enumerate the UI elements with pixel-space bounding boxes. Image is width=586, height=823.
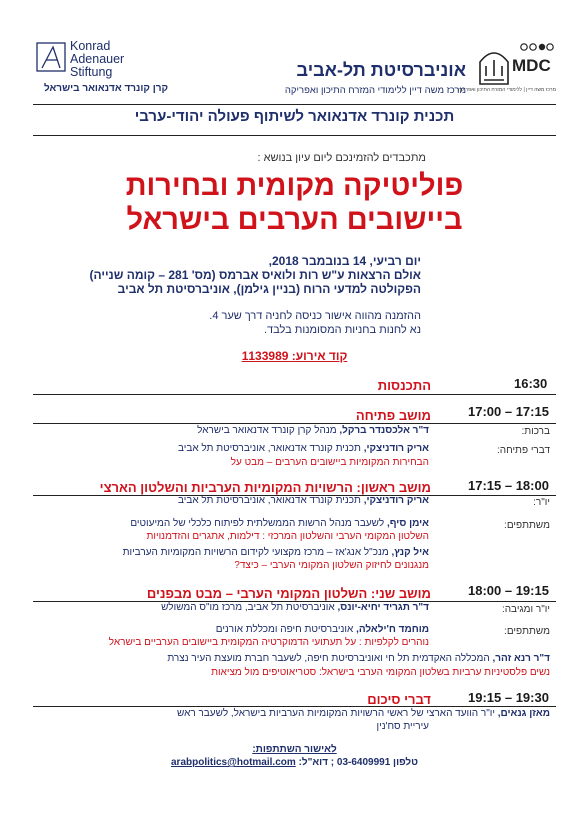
s4-p2-topic: נשים פלסטיניות ערביות בשלטון המקומי הערבי בישראל: סטריאוטיפים מול מציאות [211,667,550,678]
s2-title: מושב פתיחה [355,408,431,423]
s4-chair [161,602,429,613]
date-line: יום רביעי, 14 בנובמבר 2018, [268,254,421,268]
s2-r1 [197,425,429,436]
s3-p1 [130,518,429,529]
invite-line: מתכבדים להזמינכם ליום עיון בנושא : [257,152,426,164]
main-title-1: פוליטיקה מקומית ובחירות [125,170,464,202]
s4-p1-topic: נוהרים לקלפיות : על תעתועי הדמוקרטיה המקומית ביישובים הערביים בישראל [108,637,429,648]
s4-chair-rest: אוניברסיטת תל אביב, מרכז מו"ס המשולש [161,602,338,613]
s3-p2-rest: מנכ"ל אנג'אז – מרכז מקצועי לקידום הרשויות המקומיות הערביות [122,547,392,558]
s2-r1-rest: מנהל קרן קונרד אדנאואר בישראל [197,425,340,436]
kas-emblem-icon [36,42,66,72]
mdc-arch-icon [476,46,512,86]
s3-chair [178,495,429,506]
s5-time: 19:15 – 19:30 [468,690,549,705]
s3-title: מושב ראשון: הרשויות המקומיות הערביות והשלטון הארצי [99,480,431,495]
s4-chair-label: יו"ר ומגיבה: [501,604,550,615]
s2-r1-name: ד"ר אלכסנדר ברקל, [339,425,429,436]
s4-chair-name: ד"ר תגריד יחיא-יונס, [337,602,429,613]
mdc-logo [458,42,556,98]
s3-p2-name: איל קנץ, [391,547,429,558]
s2-r2-topic: הבחירות המקומיות ביישובים הערבים – מבט על [230,457,429,468]
kas-line1: Konrad [70,39,111,53]
s4-p1-name: מוחמד ח'ילאלה, [356,624,429,635]
s2-r2-name: אריק רודניצקי, [363,443,429,454]
s5-r1-name: מאזן גנאים, [497,708,550,719]
s5-r1 [177,708,550,719]
s4-time: 18:00 – 19:15 [468,583,549,598]
parking-line-2: נא לחנות בחניות המסומנות בלבד. [263,324,421,336]
s4-p1 [216,624,429,635]
s3-chair-label: יו"ר: [533,497,550,508]
s4-title: מושב שני: השלטון המקומי הערבי – מבט מבפנים [146,586,431,601]
email-link[interactable]: arabpolitics@hotmail.com [170,757,296,768]
s4-p2-rest: המכללה האקדמית תל חי ואוניברסיטת חיפה, לשעבר חברת מועצת העיר נצרת [167,653,493,664]
main-title-2: ביישובים הערבים בישראל [126,204,463,236]
event-code: קוד אירוע: 1133989 [241,349,348,363]
kas-line2: Adenauer [70,52,125,66]
mdc-text: MDC [512,56,551,75]
s4-participants-label: משתתפים: [504,626,550,637]
location-line-2: הפקולטה למדעי הרוח (בניין גילמן), אוניברסיטת תל אביב [117,282,421,296]
s5-title: דברי סיכום [367,692,431,707]
title-divider [33,135,556,136]
s1-divider [33,394,556,395]
tau-subtitle: מרכז משה דיין ללימודי המזרח התיכון ואפריקה [284,85,466,96]
tau-title: אוניברסיטת תל-אביב [296,60,466,80]
s4-p2 [167,653,550,664]
kas-line3: Stiftung [70,65,113,79]
s3-chair-name: אריק רודניצקי, [363,495,429,506]
s5-divider [33,706,556,707]
parking-line-1: ההזמנה מהווה אישור כניסה לחניה דרך שער 4. [209,310,421,322]
s3-p2-topic: מנגנונים לחיזוק השלטון המקומי הערבי – כיצד? [234,560,429,571]
s2-time: 17:00 – 17:15 [468,404,549,419]
mdc-dots-icon [520,42,554,52]
mdc-small: מרכז משה דיין | ללימודי המזרח התיכון ואפריקה [458,87,556,93]
contact-line [33,757,556,768]
s3-p1-rest: לשעבר מנהל הרשות הממשלתית לפיתוח כלכלי של המיעוטים [130,518,387,529]
s5-r1-rest2: עיריית סח'נין [376,721,429,732]
rsvp-line: לאישור השתתפות: [252,744,337,755]
s3-participants-label: משתתפים: [504,520,550,531]
s2-r2 [178,443,429,454]
header-divider [33,104,556,105]
s2-r1-label: ברכות: [521,426,550,437]
location-line-1: אולם הרצאות ע"ש רות ולואיס אברמס (מס' 281 – קומה שנייה) [89,268,421,282]
kas-logo [30,38,220,100]
s3-p2 [123,547,429,558]
program-title: תכנית קונרד אדנאואר לשיתוף פעולה יהודי-ערבי [134,108,455,125]
tau-logo [276,60,466,100]
s2-r2-rest: תכנית קונרד אדנאואר, אוניברסיטת תל אביב [178,443,364,454]
phone-text: טלפון 03-6409991 ; דוא"ל: [298,757,419,768]
s4-p1-rest: אוניברסיטת חיפה ומכללת אורנים [215,624,357,635]
s5-r1-rest: יו"ר הוועד הארצי של ראשי הרשויות המקומיות הערביות בישראל, לשעבר ראש [176,708,498,719]
kas-hebrew: קרן קונרד אדנאואר בישראל [43,83,169,94]
s4-p2-name: ד"ר רנא זהר, [492,653,550,664]
s2-divider [33,423,556,424]
s3-chair-rest: תכנית קונרד אדנאואר, אוניברסיטת תל אביב [178,495,364,506]
s1-time: 16:30 [514,376,548,391]
s3-p1-topic: השלטון המקומי הערבי והשלטון המרכזי : דילמות, אתגרים והזדמנויות [146,531,429,542]
s2-r2-label: דברי פתיחה: [496,445,550,456]
s1-title: התכנסות [377,378,431,393]
s3-p1-name: אימן סיף, [386,518,429,529]
s3-time: 17:15 – 18:00 [468,478,549,493]
